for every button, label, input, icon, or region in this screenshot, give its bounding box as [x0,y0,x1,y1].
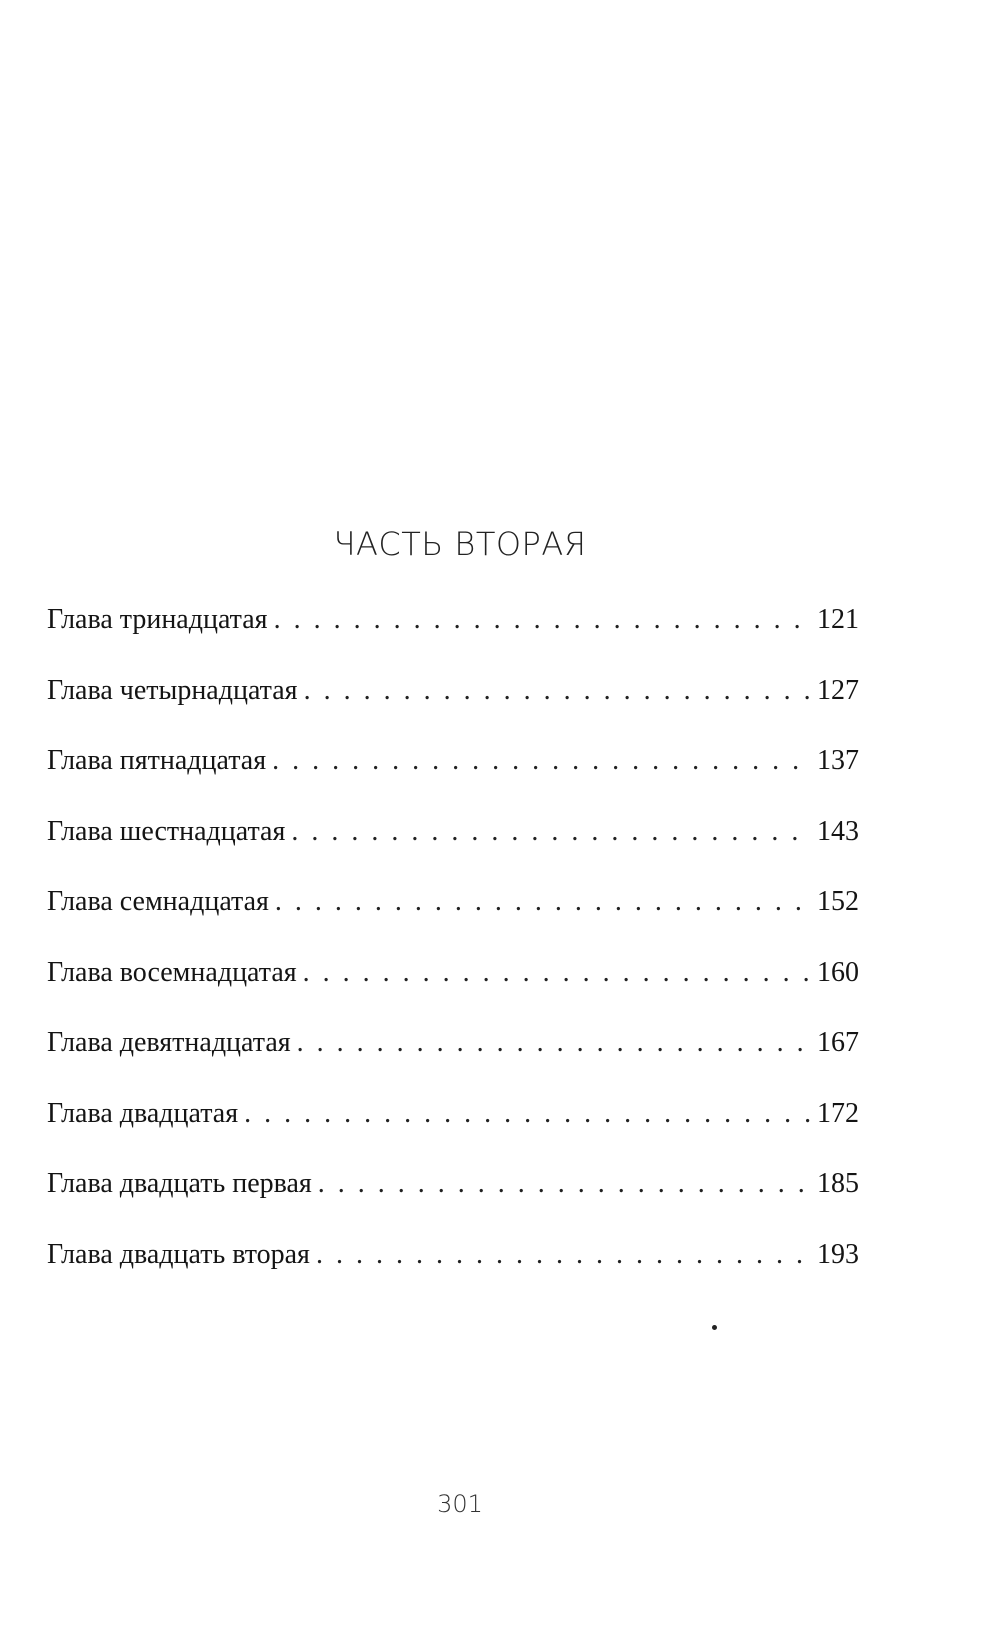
toc-entry-page: 193 [817,1238,859,1270]
dot-leader [304,674,811,708]
dot-leader [316,1238,811,1272]
toc-entry-page: 143 [817,815,859,847]
page-number: 301 [437,1490,483,1518]
toc-entry-title: Глава двадцатая [47,1097,239,1129]
dot-leader [291,815,811,849]
toc-entry-title: Глава девятнадцатая [47,1027,291,1058]
toc-entry-page: 172 [817,1097,859,1129]
toc-entry-page: 121 [817,604,859,635]
toc-entry-page: 167 [817,1027,859,1058]
toc-entry-title: Глава четырнадцатая [47,674,298,706]
toc-entry [47,885,859,956]
toc-entry [47,1097,859,1168]
dot-leader [244,1097,811,1131]
toc-entry [47,603,859,674]
toc-entry-title: Глава шестнадцатая [47,815,286,847]
stray-ink-dot [712,1325,717,1330]
dot-leader [272,744,811,778]
toc-entry-page: 160 [817,956,859,988]
dot-leader [303,956,811,990]
toc-entry-page: 185 [817,1168,859,1199]
toc-entry-page: 137 [817,745,859,776]
toc-entry [47,744,859,815]
toc-entry-title: Глава двадцать первая [47,1168,312,1199]
toc-entry [47,1238,859,1309]
toc-entry-page: 127 [817,674,859,706]
toc-entry-page: 152 [817,886,859,917]
dot-leader [318,1167,811,1201]
toc-entry-title: Глава тринадцатая [47,604,268,635]
dot-leader [297,1026,811,1060]
part-title: ЧАСТЬ ВТОРАЯ [333,525,587,563]
dot-leader [275,885,811,919]
toc-entry-title: Глава двадцать вторая [47,1238,310,1270]
toc-entry [47,1026,859,1097]
toc-entry [47,674,859,745]
toc-entry [47,956,859,1027]
table-of-contents [47,603,859,1308]
toc-entry [47,815,859,886]
toc-entry-title: Глава семнадцатая [47,886,269,917]
toc-entry-title: Глава пятнадцатая [47,745,267,776]
dot-leader [274,603,811,637]
toc-entry [47,1167,859,1238]
toc-entry-title: Глава восемнадцатая [47,956,297,988]
